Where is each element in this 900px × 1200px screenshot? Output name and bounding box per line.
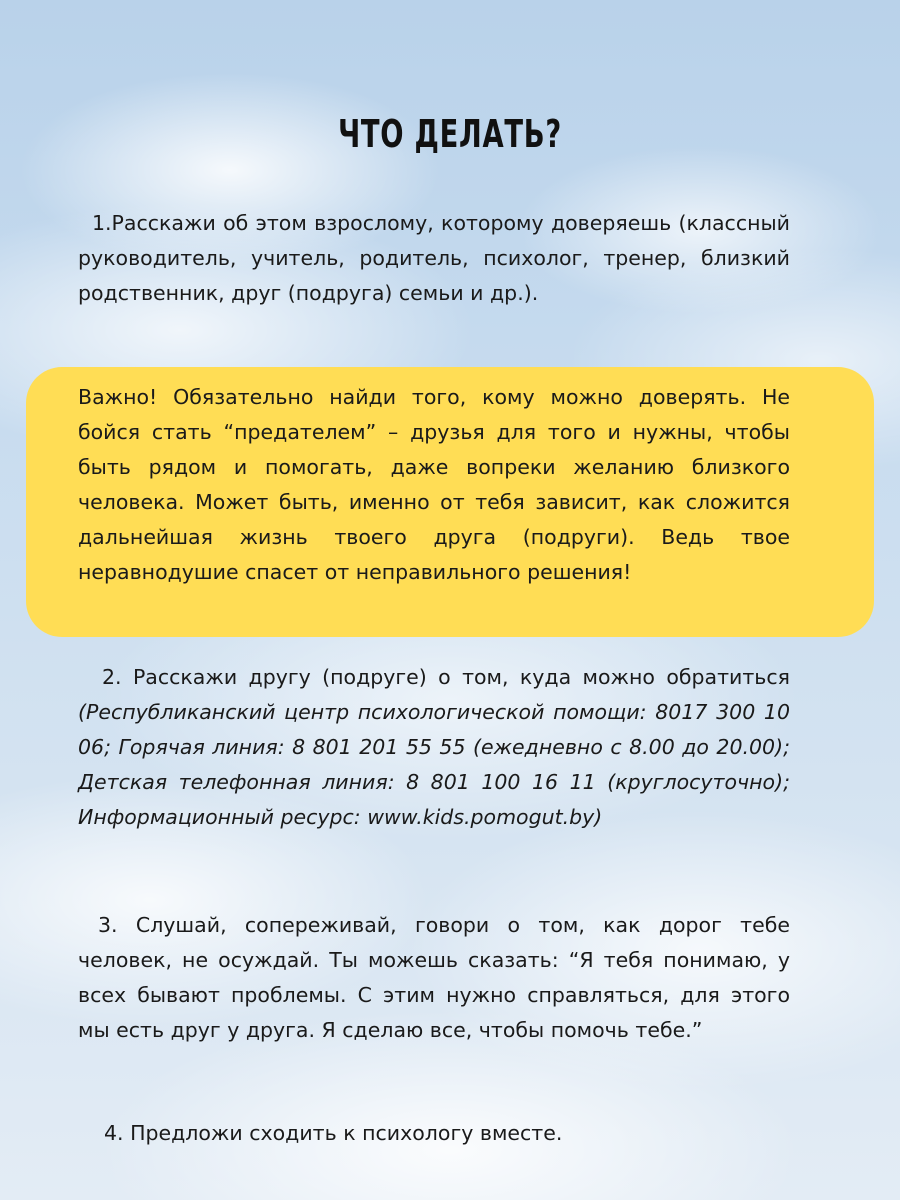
step-3-text: 3. Слушай, сопереживай, говори о том, как дорог тебе человек, не осуждай. Ты можешь сказать: “Я тебя понимаю, у всех бывают проблемы. С этим нужно справляться, для этого мы есть друг у друга. Я сделаю все, чтобы помочь тебе.” [78,913,790,1042]
important-note-text: Важно! Обязательно найди того, кому можно доверять. Не бойся стать “предателем” – друзья для того и нужны, чтобы быть рядом и помогать, даже вопреки желанию близкого человека. Может быть, именно от тебя зависит, как сложится дальнейшая жизнь твоего друга (подруги). Ведь твое неравнодушие спасет от неправильного решения! [78,385,790,584]
step-4-text: 4. Предложи сходить к психологу вместе. [104,1121,563,1145]
step-2-contacts: (Республиканский центр психологической помощи: 8017 300 10 06; Горячая линия: 8 801 201 55 55 (ежедневно с 8.00 до 20.00); Детская телефонная линия: 8 801 100 16 11 (круглосуточно); Информационный ресурс: www.kids.pomogut.by) [78,700,790,829]
step-2-lead: 2. Расскажи другу (подруге) о том, куда можно обратиться [102,665,790,689]
step-1-text: 1.Расскажи об этом взрослому, которому доверяешь (классный руководитель, учитель, родитель, психолог, тренер, близкий родственник, друг (подруга) семьи и др.). [78,211,790,305]
page-title: ЧТО ДЕЛАТЬ? [338,112,562,156]
step-2-text [78,660,790,835]
